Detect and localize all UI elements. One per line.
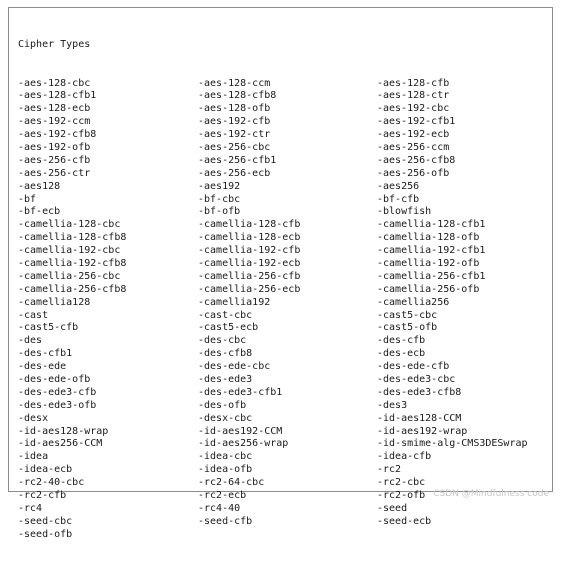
cipher-name: -aes128 bbox=[18, 180, 61, 192]
cipher-name: -des bbox=[18, 335, 43, 347]
cipher-row bbox=[18, 103, 450, 116]
cipher-name: -camellia-128-ecb bbox=[198, 232, 301, 244]
cipher-name: -bf bbox=[18, 193, 37, 205]
cipher-name: -cast bbox=[18, 309, 49, 321]
cipher-row bbox=[18, 270, 486, 284]
cipher-name: -desx-cbc bbox=[198, 412, 253, 424]
cipher-name: -camellia-256-cfb8 bbox=[18, 283, 127, 295]
cipher-name: -bf-cbc bbox=[198, 193, 241, 205]
cipher-name: -des-ede3-cbc bbox=[377, 374, 456, 385]
cipher-name: -aes-256-cfb1 bbox=[198, 154, 277, 166]
cipher-name: -aes-128-ofb bbox=[198, 103, 271, 115]
cipher-name: -id-aes256-wrap bbox=[198, 438, 289, 450]
cipher-name: -rc2-40-cbc bbox=[18, 477, 85, 489]
cipher-name: -aes-256-cfb8 bbox=[377, 154, 456, 166]
cipher-name: -rc2-cfb bbox=[18, 490, 67, 502]
cipher-row bbox=[18, 529, 90, 542]
cipher-row bbox=[18, 464, 402, 477]
cipher-name: -seed-cbc bbox=[18, 515, 73, 527]
cipher-name: -aes-192-ecb bbox=[377, 129, 450, 141]
cipher-name: -camellia-128-cfb8 bbox=[18, 232, 127, 244]
cipher-name: -des-cfb8 bbox=[198, 348, 253, 360]
cipher-row bbox=[18, 219, 486, 232]
cipher-row bbox=[18, 399, 408, 413]
cipher-name: -des-ede3-cfb1 bbox=[198, 386, 283, 398]
cipher-row bbox=[18, 361, 450, 374]
cipher-name: -seed-cfb bbox=[198, 515, 253, 527]
cipher-row bbox=[18, 322, 438, 335]
cipher-row bbox=[18, 335, 426, 348]
cipher-row bbox=[18, 451, 432, 464]
cipher-name: -id-aes192-CCM bbox=[198, 425, 283, 437]
cipher-row bbox=[18, 296, 450, 310]
cipher-name: -aes-256-ctr bbox=[18, 167, 91, 179]
cipher-name: -bf-ofb bbox=[198, 206, 241, 218]
cipher-row bbox=[18, 77, 450, 91]
cipher-row bbox=[18, 180, 420, 194]
cipher-name: -camellia256 bbox=[377, 296, 450, 308]
cipher-name: -rc2-cbc bbox=[377, 477, 426, 489]
cipher-name: -aes-256-ecb bbox=[198, 167, 271, 179]
cipher-name: -rc2-ecb bbox=[198, 490, 247, 502]
cipher-name: -aes-128-ctr bbox=[377, 90, 450, 102]
cipher-name: -aes-192-cfb8 bbox=[18, 129, 97, 141]
cipher-name: -des-ede-cbc bbox=[198, 361, 271, 373]
cipher-name: -des-ede bbox=[18, 361, 67, 373]
cipher-row bbox=[18, 438, 528, 451]
cipher-name: -rc4-40 bbox=[198, 502, 241, 514]
cipher-name: -des-ede3 bbox=[198, 374, 253, 385]
cipher-name: -seed-ofb bbox=[18, 528, 73, 540]
cipher-name: -cast5-ofb bbox=[377, 322, 438, 334]
cipher-row bbox=[18, 477, 426, 490]
cipher-name: -cast-cbc bbox=[198, 309, 253, 321]
cipher-name: -aes-192-cbc bbox=[377, 103, 450, 115]
cipher-name: -camellia-128-ofb bbox=[377, 232, 480, 244]
cipher-row bbox=[18, 309, 438, 323]
cipher-name: -idea-cfb bbox=[377, 451, 432, 463]
cipher-name: -des3 bbox=[377, 399, 408, 411]
cipher-row bbox=[18, 425, 468, 439]
cipher-name: -des-cbc bbox=[198, 335, 247, 347]
cipher-row bbox=[18, 374, 456, 387]
cipher-name: -rc2-64-cbc bbox=[198, 477, 265, 489]
cipher-name: -camellia-192-cfb8 bbox=[18, 257, 127, 269]
cipher-row bbox=[18, 129, 450, 142]
cipher-name: -aes192 bbox=[198, 180, 241, 192]
cipher-row bbox=[18, 386, 462, 400]
cipher-name: -id-aes128-wrap bbox=[18, 425, 109, 437]
cipher-row bbox=[18, 141, 450, 155]
cipher-row bbox=[18, 502, 408, 516]
cipher-name: -bf-cfb bbox=[377, 193, 420, 205]
cipher-row bbox=[18, 90, 450, 103]
cipher-name: -camellia128 bbox=[18, 296, 91, 308]
cipher-name: -desx bbox=[18, 412, 49, 424]
cipher-name: -camellia-192-cbc bbox=[18, 245, 121, 257]
cipher-row bbox=[18, 193, 420, 207]
cipher-row bbox=[18, 167, 450, 181]
cipher-name: -aes-256-ofb bbox=[377, 167, 450, 179]
cipher-name: -camellia-256-ecb bbox=[198, 283, 301, 295]
cipher-name: -des-ede3-cfb bbox=[18, 386, 97, 398]
cipher-name: -camellia-192-cfb bbox=[198, 245, 301, 257]
cipher-row bbox=[18, 515, 432, 529]
cipher-row bbox=[18, 490, 426, 503]
cipher-name: -cast5-ecb bbox=[198, 322, 259, 334]
cipher-name: -des-cfb1 bbox=[18, 348, 73, 360]
cipher-name: -rc4 bbox=[18, 502, 43, 514]
cipher-name: -cast5-cfb bbox=[18, 322, 79, 334]
cipher-name: -aes-128-ccm bbox=[198, 77, 271, 89]
cipher-name: -aes-128-ecb bbox=[18, 103, 91, 115]
cipher-row bbox=[18, 116, 456, 129]
cipher-name: -aes-192-ccm bbox=[18, 116, 91, 128]
cipher-row bbox=[18, 232, 480, 245]
cipher-name: -cast5-cbc bbox=[377, 309, 438, 321]
cipher-name: -aes256 bbox=[377, 180, 420, 192]
cipher-row bbox=[18, 412, 462, 426]
cipher-name: -des-ede-cfb bbox=[377, 361, 450, 373]
cipher-name: -camellia-256-cfb1 bbox=[377, 270, 486, 282]
cipher-row bbox=[18, 206, 432, 219]
cipher-name: -rc2 bbox=[377, 464, 402, 476]
cipher-name: -aes-128-cfb bbox=[377, 77, 450, 89]
cipher-name: -aes-128-cbc bbox=[18, 77, 91, 89]
cipher-name: -blowfish bbox=[377, 206, 432, 218]
cipher-name: -rc2-ofb bbox=[377, 490, 426, 502]
watermark-text: CSDN @Mindfulness code bbox=[433, 489, 549, 499]
cipher-name: -idea-ecb bbox=[18, 464, 73, 476]
cipher-name: -des-cfb bbox=[377, 335, 426, 347]
cipher-name: -des-ede3-cfb8 bbox=[377, 386, 462, 398]
cipher-name: -camellia192 bbox=[198, 296, 271, 308]
cipher-name: -camellia-128-cfb bbox=[198, 219, 301, 231]
cipher-name: -idea bbox=[18, 451, 49, 463]
cipher-name: -aes-128-cfb1 bbox=[18, 90, 97, 102]
cipher-name: -id-aes128-CCM bbox=[377, 412, 462, 424]
cipher-row bbox=[18, 283, 480, 297]
cipher-name: -aes-192-cfb bbox=[198, 116, 271, 128]
cipher-name: -des-ede3-ofb bbox=[18, 399, 97, 411]
cipher-name: -idea-ofb bbox=[198, 464, 253, 476]
cipher-name: -camellia-256-cfb bbox=[198, 270, 301, 282]
cipher-name: -camellia-256-ofb bbox=[377, 283, 480, 295]
cipher-name: -idea-cbc bbox=[198, 451, 253, 463]
cipher-name: -aes-256-cfb bbox=[18, 154, 91, 166]
cipher-row bbox=[18, 348, 426, 361]
cipher-name: -aes-256-cbc bbox=[198, 141, 271, 153]
cipher-name: -id-aes256-CCM bbox=[18, 438, 103, 450]
cipher-row bbox=[18, 245, 486, 258]
cipher-name: -des-ofb bbox=[198, 399, 247, 411]
cipher-name: -aes-192-ctr bbox=[198, 129, 271, 141]
cipher-name: -camellia-128-cfb1 bbox=[377, 219, 486, 231]
cipher-name: -id-smime-alg-CMS3DESwrap bbox=[377, 438, 528, 450]
cipher-name: -aes-256-ccm bbox=[377, 141, 450, 153]
cipher-name: -des-ede-ofb bbox=[18, 374, 91, 385]
cipher-name: -aes-192-ofb bbox=[18, 141, 91, 153]
cipher-name: -camellia-256-cbc bbox=[18, 270, 121, 282]
cipher-name: -camellia-192-ofb bbox=[377, 257, 480, 269]
cipher-row bbox=[18, 257, 480, 271]
listing-heading: Cipher Types bbox=[18, 38, 91, 50]
cipher-name: -id-aes192-wrap bbox=[377, 425, 468, 437]
cipher-name: -seed-ecb bbox=[377, 515, 432, 527]
cipher-row bbox=[18, 154, 456, 168]
cipher-name: -bf-ecb bbox=[18, 206, 61, 218]
cipher-name: -seed bbox=[377, 502, 408, 514]
cipher-name: -des-ecb bbox=[377, 348, 426, 360]
cipher-name: -camellia-192-ecb bbox=[198, 257, 301, 269]
cipher-name: -camellia-192-cfb1 bbox=[377, 245, 486, 257]
cipher-name: -aes-128-cfb8 bbox=[198, 90, 277, 102]
cipher-name: -camellia-128-cbc bbox=[18, 219, 121, 231]
cipher-name: -aes-192-cfb1 bbox=[377, 116, 456, 128]
